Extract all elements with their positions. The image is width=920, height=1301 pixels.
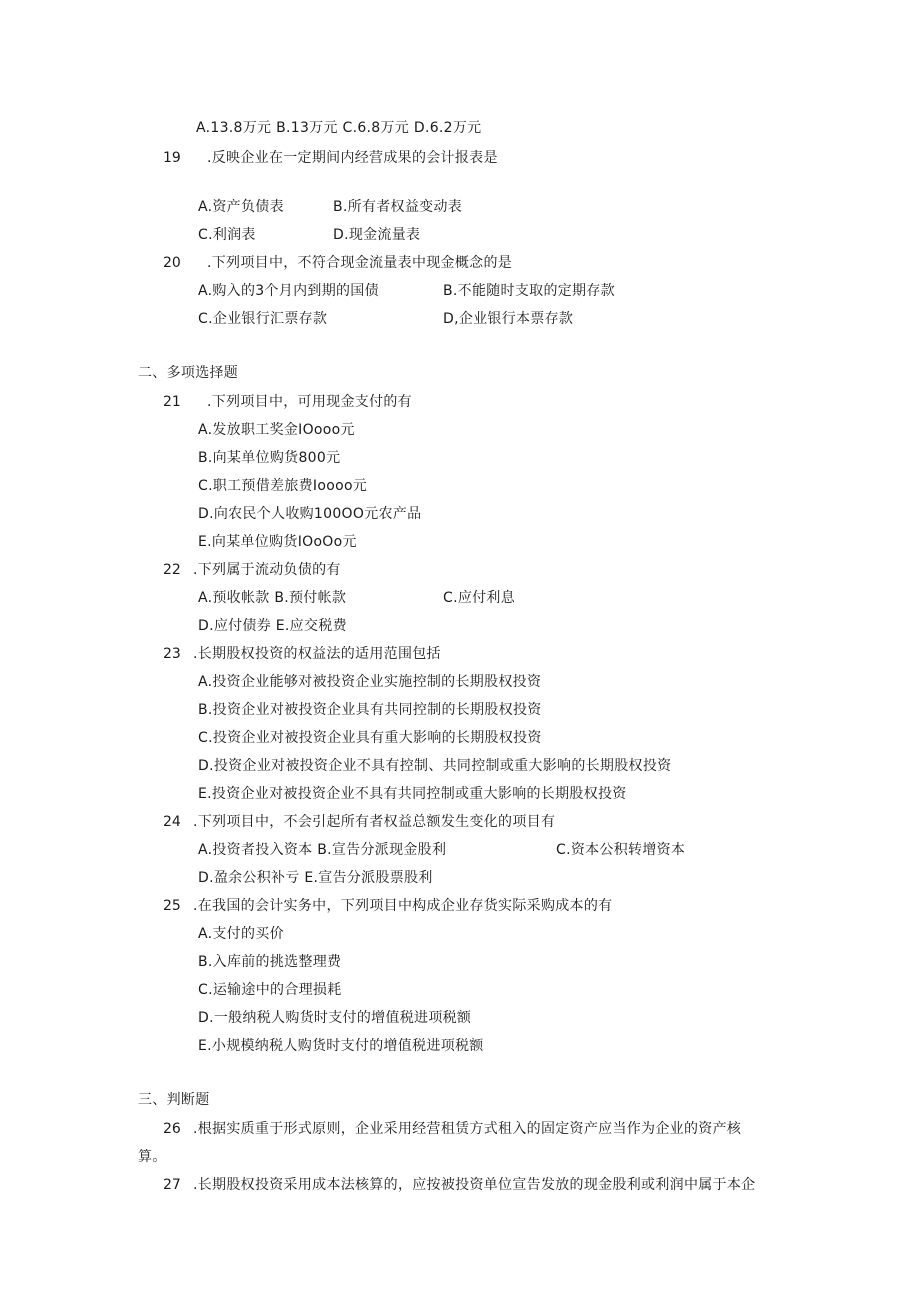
- q18-options: A.13.8万元 B.13万元 C.6.8万元 D.6.2万元: [196, 120, 482, 136]
- q22-option-c: C.应付利息: [443, 590, 516, 606]
- q25-stem: .在我国的会计实务中，下列项目中构成企业存货实际采购成本的有: [193, 898, 613, 914]
- section-heading-true-false: 三、判断题: [138, 1092, 210, 1108]
- q19-number: 19: [163, 150, 181, 166]
- q25-option-b: B.入库前的挑选整理费: [198, 954, 342, 970]
- q24-options-ab: A.投资者投入资本 B.宣告分派现金股利: [198, 842, 447, 858]
- q19-option-a: A.资产负债表: [198, 199, 284, 215]
- q21-option-e: E.向某单位购货IOoOo元: [198, 534, 357, 550]
- q21-number: 21: [163, 394, 181, 410]
- q21-option-c: C.职工预借差旅费Ioooo元: [198, 478, 368, 494]
- q27-number: 27: [163, 1177, 181, 1193]
- q23-option-a: A.投资企业能够对被投资企业实施控制的长期股权投资: [198, 674, 542, 690]
- q22-number: 22: [163, 562, 181, 578]
- q24-option-c: C.资本公积转增资本: [556, 842, 686, 858]
- q23-option-d: D.投资企业对被投资企业不具有控制、共同控制或重大影响的长期股权投资: [198, 758, 672, 774]
- q20-number: 20: [163, 255, 181, 271]
- q26-text-line1: .根据实质重于形式原则，企业采用经营租赁方式租入的固定资产应当作为企业的资产核: [193, 1121, 742, 1137]
- q24-options-de: D.盈余公积补亏 E.宣告分派股票股利: [198, 870, 433, 886]
- q25-option-a: A.支付的买价: [198, 926, 284, 942]
- q20-option-a: A.购入的3个月内到期的国债: [198, 283, 379, 299]
- q21-option-d: D.向农民个人收购100OO元农产品: [198, 506, 422, 522]
- q19-option-c: C.利润表: [198, 227, 256, 243]
- q22-options-de: D.应付债券 E.应交税费: [198, 618, 347, 634]
- q21-option-a: A.发放职工奖金IOooo元: [198, 422, 355, 438]
- q19-option-b: B.所有者权益变动表: [333, 199, 463, 215]
- section-heading-multiple-choice: 二、多项选择题: [138, 365, 239, 381]
- q26-number: 26: [163, 1121, 181, 1137]
- q22-options-ab: A.预收帐款 B.预付帐款: [198, 590, 347, 606]
- q19-option-d: D.现金流量表: [333, 227, 421, 243]
- q25-number: 25: [163, 898, 181, 914]
- q25-option-c: C.运输途中的合理损耗: [198, 982, 342, 998]
- q23-option-b: B.投资企业对被投资企业具有共同控制的长期股权投资: [198, 702, 542, 718]
- q20-option-b: B.不能随时支取的定期存款: [443, 283, 615, 299]
- q24-number: 24: [163, 814, 181, 830]
- q22-stem: .下列属于流动负债的有: [193, 562, 341, 578]
- q21-option-b: B.向某单位购货800元: [198, 450, 341, 466]
- q21-stem: .下列项目中，可用现金支付的有: [207, 394, 412, 410]
- q19-stem: .反映企业在一定期间内经营成果的会计报表是: [207, 150, 498, 166]
- q26-text-line2: 算。: [138, 1149, 167, 1165]
- q23-number: 23: [163, 646, 181, 662]
- q20-option-c: C.企业银行汇票存款: [198, 311, 328, 327]
- q23-stem: .长期股权投资的权益法的适用范围包括: [193, 646, 441, 662]
- q20-stem: .下列项目中，不符合现金流量表中现金概念的是: [207, 255, 513, 271]
- q27-text-line1: .长期股权投资采用成本法核算的，应按被投资单位宣告发放的现金股利或利润中属于本企: [193, 1177, 756, 1193]
- q25-option-d: D.一般纳税人购货时支付的增值税进项税额: [198, 1010, 472, 1026]
- q23-option-e: E.投资企业对被投资企业不具有共同控制或重大影响的长期股权投资: [198, 786, 627, 802]
- q24-stem: .下列项目中，不会引起所有者权益总额发生变化的项目有: [193, 814, 556, 830]
- q25-option-e: E.小规模纳税人购货时支付的增值税进项税额: [198, 1038, 484, 1054]
- q20-option-d: D,企业银行本票存款: [443, 311, 574, 327]
- q23-option-c: C.投资企业对被投资企业具有重大影响的长期股权投资: [198, 730, 542, 746]
